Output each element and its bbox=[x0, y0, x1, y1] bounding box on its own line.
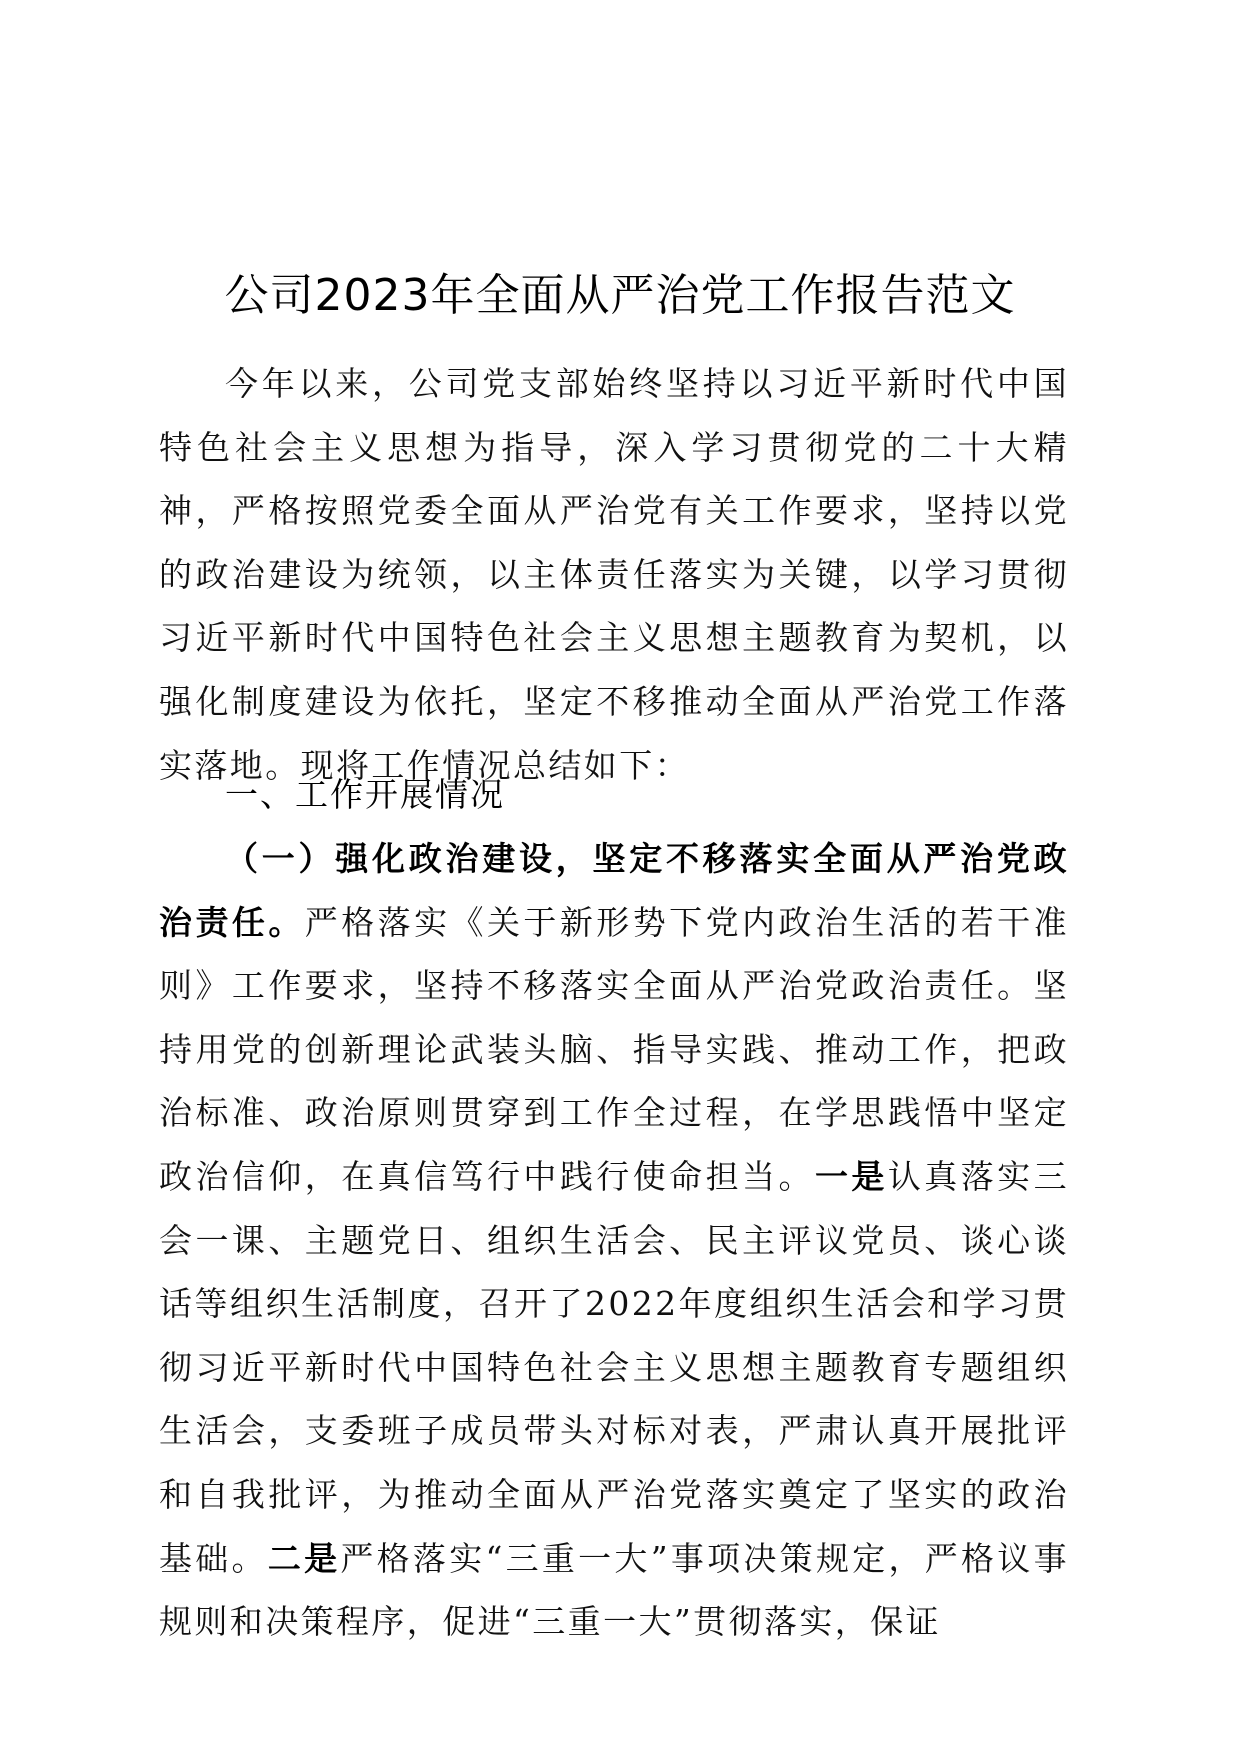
section-1-text-b: 认真落实三会一课、主题党日、组织生活会、民主评议党员、谈心谈话等组织生活制度，召开了2022年度组织生活会和学习贯彻习近平新时代中国特色社会主义思想主题教育专题组织生活会，支委班子成员带头对标对表，严肃认真开展批评和自我批评，为推动全面从严治党落实奠定了坚实的政治基础。 bbox=[159, 1156, 1070, 1578]
section-1-title: （一）强化政治建设，坚定不移落实全面从严治党政治责任。 bbox=[159, 839, 1069, 942]
section-1-marker-second: 二是 bbox=[267, 1538, 341, 1578]
section-1-text-a: 严格落实《关于新形势下党内政治生活的若干准则》工作要求，坚持不移落实全面从严治党政治责任。坚持用党的创新理论武装头脑、指导实践、推动工作，把政治标准、政治原则贯穿到工作全过程，在学思践悟中坚定政治信仰，在真信笃行中践行使命担当。 bbox=[159, 902, 1069, 1196]
section-heading-work-progress: 一、工作开展情况 bbox=[225, 775, 505, 814]
document-title: 公司2023年全面从严治党工作报告范文 bbox=[224, 270, 1016, 321]
section-1-paragraph bbox=[159, 827, 1069, 1654]
section-1-marker-first: 一是 bbox=[814, 1156, 888, 1196]
section-1-text-c: 严格落实“三重一大”事项决策规定，严格议事规则和决策程序，促进“三重一大”贯彻落实，保证 bbox=[159, 1538, 1069, 1642]
intro-paragraph: 今年以来，公司党支部始终坚持以习近平新时代中国特色社会主义思想为指导，深入学习贯彻党的二十大精神，严格按照党委全面从严治党有关工作要求，坚持以党的政治建设为统领，以主体责任落实为关键，以学习贯彻习近平新时代中国特色社会主义思想主题教育为契机，以强化制度建设为依托，坚定不移推动全面从严治党工作落实落地。现将工作情况总结如下： bbox=[159, 364, 1069, 785]
